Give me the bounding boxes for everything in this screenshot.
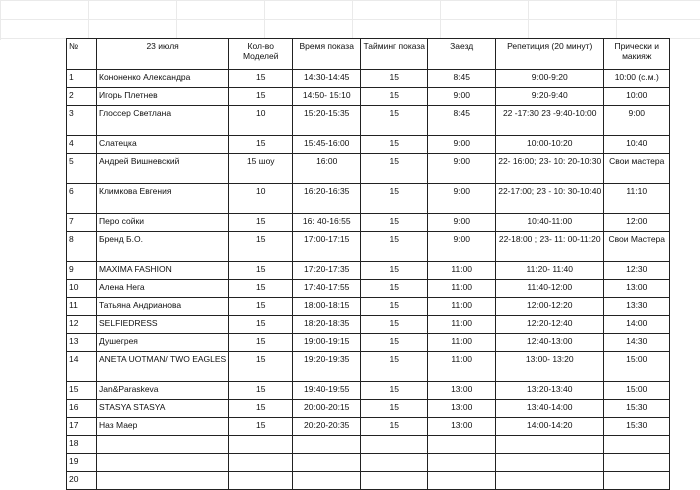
cell-show-time[interactable]: 18:00-18:15 [293,298,361,316]
cell-num[interactable]: 4 [67,136,97,154]
cell-timing[interactable]: 15 [361,262,428,280]
cell-num[interactable]: 10 [67,280,97,298]
cell-hair-makeup[interactable]: 15:30 [604,400,670,418]
cell-timing[interactable]: 15 [361,70,428,88]
cell-rehearsal[interactable]: 10:00-10:20 [496,136,604,154]
cell-name[interactable]: Климкова Евгения [97,184,229,214]
cell-name[interactable]: Татьяна Андрианова [97,298,229,316]
cell-models[interactable]: 15 [229,262,293,280]
cell-arrival[interactable]: 11:00 [428,316,496,334]
cell-timing[interactable]: 15 [361,88,428,106]
table-row [67,400,670,418]
cell-name[interactable]: Перо сойки [97,214,229,232]
cell-num[interactable]: 11 [67,298,97,316]
cell-timing[interactable] [361,436,428,454]
cell-timing[interactable]: 15 [361,214,428,232]
table-row [67,382,670,400]
cell-models[interactable] [229,454,293,472]
cell-timing[interactable]: 15 [361,400,428,418]
cell-arrival[interactable]: 9:00 [428,154,496,184]
cell-num[interactable]: 15 [67,382,97,400]
cell-models[interactable]: 15 [229,352,293,382]
cell-arrival[interactable] [428,454,496,472]
cell-show-time[interactable]: 16:20-16:35 [293,184,361,214]
cell-timing[interactable]: 15 [361,352,428,382]
cell-models[interactable]: 10 [229,106,293,136]
cell-hair-makeup[interactable]: 11:10 [604,184,670,214]
cell-rehearsal[interactable] [496,472,604,490]
cell-models[interactable]: 15 [229,88,293,106]
cell-models[interactable]: 15 [229,334,293,352]
cell-name[interactable]: STASYA STASYA [97,400,229,418]
cell-rehearsal[interactable]: 9:20-9:40 [496,88,604,106]
cell-name[interactable]: Jan&Paraskeva [97,382,229,400]
cell-name[interactable]: Алена Нега [97,280,229,298]
cell-timing[interactable]: 15 [361,184,428,214]
cell-models[interactable] [229,436,293,454]
header-timing[interactable]: Тайминг показа [361,39,428,70]
cell-name[interactable] [97,436,229,454]
cell-hair-makeup[interactable]: 14:30 [604,334,670,352]
cell-num[interactable]: 8 [67,232,97,262]
cell-show-time[interactable]: 14:30-14:45 [293,70,361,88]
cell-hair-makeup[interactable]: 13:30 [604,298,670,316]
cell-timing[interactable]: 15 [361,316,428,334]
cell-arrival[interactable]: 13:00 [428,382,496,400]
table-row [67,472,670,490]
cell-rehearsal[interactable]: 9:00-9:20 [496,70,604,88]
cell-arrival[interactable]: 11:00 [428,280,496,298]
cell-timing[interactable]: 15 [361,106,428,136]
cell-name[interactable]: Игорь Плетнев [97,88,229,106]
cell-num[interactable]: 7 [67,214,97,232]
cell-num[interactable]: 13 [67,334,97,352]
cell-rehearsal[interactable]: 22-17:00; 23 - 10: 30-10:40 [496,184,604,214]
header-row [67,39,670,70]
cell-show-time[interactable]: 20:20-20:35 [293,418,361,436]
cell-timing[interactable] [361,454,428,472]
cell-show-time[interactable]: 20:00-20:15 [293,400,361,418]
cell-show-time[interactable]: 19:00-19:15 [293,334,361,352]
table-row [67,418,670,436]
cell-show-time[interactable]: 17:00-17:15 [293,232,361,262]
cell-num[interactable]: 17 [67,418,97,436]
cell-num[interactable]: 19 [67,454,97,472]
cell-rehearsal[interactable] [496,436,604,454]
header-show-time[interactable]: Время показа [293,39,361,70]
cell-hair-makeup[interactable]: 9:00 [604,106,670,136]
cell-hair-makeup[interactable]: 12:30 [604,262,670,280]
cell-timing[interactable]: 15 [361,136,428,154]
cell-rehearsal[interactable]: 22- 16:00; 23- 10: 20-10:30 [496,154,604,184]
cell-rehearsal[interactable]: 14:00-14:20 [496,418,604,436]
schedule-table [66,38,670,490]
cell-rehearsal[interactable]: 11:20- 11:40 [496,262,604,280]
cell-show-time[interactable]: 19:40-19:55 [293,382,361,400]
cell-hair-makeup[interactable] [604,472,670,490]
table-row [67,280,670,298]
header-arrival[interactable]: Заезд [428,39,496,70]
cell-arrival[interactable]: 11:00 [428,352,496,382]
cell-models[interactable]: 15 [229,316,293,334]
cell-arrival[interactable]: 11:00 [428,298,496,316]
cell-name[interactable]: Кононенко Александра [97,70,229,88]
cell-arrival[interactable]: 8:45 [428,70,496,88]
table-row [67,454,670,472]
cell-num[interactable]: 1 [67,70,97,88]
header-num[interactable]: № [67,39,97,70]
cell-models[interactable]: 15 [229,280,293,298]
cell-arrival[interactable]: 13:00 [428,418,496,436]
cell-show-time[interactable] [293,454,361,472]
header-models[interactable]: Кол-во Моделей [229,39,293,70]
cell-name[interactable]: Душегрея [97,334,229,352]
cell-show-time[interactable]: 17:20-17:35 [293,262,361,280]
cell-models[interactable]: 15 шоу [229,154,293,184]
cell-hair-makeup[interactable] [604,454,670,472]
cell-timing[interactable]: 15 [361,382,428,400]
table-row [67,214,670,232]
cell-models[interactable]: 15 [229,136,293,154]
cell-show-time[interactable]: 19:20-19:35 [293,352,361,382]
cell-name[interactable] [97,454,229,472]
cell-name[interactable]: SELFIEDRESS [97,316,229,334]
cell-arrival[interactable] [428,472,496,490]
cell-hair-makeup[interactable] [604,436,670,454]
cell-show-time[interactable]: 15:20-15:35 [293,106,361,136]
cell-arrival[interactable]: 9:00 [428,232,496,262]
cell-name[interactable]: Наз Маер [97,418,229,436]
cell-num[interactable]: 6 [67,184,97,214]
cell-show-time[interactable]: 16:00 [293,154,361,184]
cell-models[interactable] [229,472,293,490]
cell-show-time[interactable] [293,472,361,490]
cell-models[interactable]: 15 [229,214,293,232]
cell-arrival[interactable]: 9:00 [428,214,496,232]
cell-show-time[interactable]: 15:45-16:00 [293,136,361,154]
cell-timing[interactable]: 15 [361,298,428,316]
cell-models[interactable]: 15 [229,382,293,400]
table-row [67,334,670,352]
cell-num[interactable]: 14 [67,352,97,382]
table-row [67,106,670,136]
cell-hair-makeup[interactable]: 12:00 [604,214,670,232]
cell-timing[interactable]: 15 [361,232,428,262]
cell-show-time[interactable]: 17:40-17:55 [293,280,361,298]
header-hair-makeup[interactable]: Прически и макияж [604,39,670,70]
table-row [67,232,670,262]
cell-models[interactable]: 15 [229,400,293,418]
cell-timing[interactable] [361,472,428,490]
cell-models[interactable]: 15 [229,418,293,436]
cell-name[interactable]: ANETA UOTMAN/ TWO EAGLES [97,352,229,382]
cell-rehearsal[interactable]: 13:40-14:00 [496,400,604,418]
table-row [67,316,670,334]
header-rehearsal[interactable]: Репетиция (20 минут) [496,39,604,70]
cell-hair-makeup[interactable]: Свои мастера [604,154,670,184]
cell-arrival[interactable]: 9:00 [428,184,496,214]
cell-show-time[interactable]: 18:20-18:35 [293,316,361,334]
spreadsheet-gridlines [0,0,700,40]
cell-hair-makeup[interactable]: 10:00 [604,88,670,106]
table-row [67,70,670,88]
cell-timing[interactable]: 15 [361,418,428,436]
cell-hair-makeup[interactable]: 15:00 [604,352,670,382]
table-row [67,88,670,106]
cell-rehearsal[interactable]: 12:20-12:40 [496,316,604,334]
cell-name[interactable]: Андрей Вишневский [97,154,229,184]
table-row [67,136,670,154]
cell-hair-makeup[interactable]: 10:00 (с.м.) [604,70,670,88]
cell-arrival[interactable]: 13:00 [428,400,496,418]
table-row [67,154,670,184]
cell-hair-makeup[interactable]: Свои Мастера [604,232,670,262]
cell-hair-makeup[interactable]: 13:00 [604,280,670,298]
cell-arrival[interactable] [428,436,496,454]
cell-rehearsal[interactable]: 10:40-11:00 [496,214,604,232]
cell-timing[interactable]: 15 [361,154,428,184]
cell-arrival[interactable]: 8:45 [428,106,496,136]
cell-hair-makeup[interactable]: 15:30 [604,418,670,436]
cell-arrival[interactable]: 9:00 [428,136,496,154]
cell-name[interactable]: MAXIMA FASHION [97,262,229,280]
cell-num[interactable]: 12 [67,316,97,334]
cell-rehearsal[interactable]: 12:40-13:00 [496,334,604,352]
cell-name[interactable]: Глоссер Светлана [97,106,229,136]
cell-show-time[interactable] [293,436,361,454]
cell-timing[interactable]: 15 [361,280,428,298]
cell-name[interactable]: Бренд Б.О. [97,232,229,262]
cell-num[interactable]: 9 [67,262,97,280]
table-row [67,352,670,382]
cell-hair-makeup[interactable]: 14:00 [604,316,670,334]
cell-models[interactable]: 10 [229,184,293,214]
cell-num[interactable]: 3 [67,106,97,136]
cell-num[interactable]: 20 [67,472,97,490]
cell-hair-makeup[interactable]: 10:40 [604,136,670,154]
table-row [67,184,670,214]
cell-rehearsal[interactable]: 13:00- 13:20 [496,352,604,382]
cell-arrival[interactable]: 11:00 [428,262,496,280]
cell-num[interactable]: 2 [67,88,97,106]
cell-timing[interactable]: 15 [361,334,428,352]
cell-rehearsal[interactable]: 22-18:00 ; 23- 11: 00-11:20 [496,232,604,262]
cell-rehearsal[interactable] [496,454,604,472]
cell-models[interactable]: 15 [229,232,293,262]
cell-rehearsal[interactable]: 12:00-12:20 [496,298,604,316]
cell-hair-makeup[interactable]: 15:00 [604,382,670,400]
cell-name[interactable] [97,472,229,490]
cell-show-time[interactable]: 16: 40-16:55 [293,214,361,232]
cell-name[interactable]: Слатецка [97,136,229,154]
cell-rehearsal[interactable]: 13:20-13:40 [496,382,604,400]
header-date[interactable]: 23 июля [97,39,229,70]
cell-num[interactable]: 18 [67,436,97,454]
table-row [67,298,670,316]
cell-num[interactable]: 5 [67,154,97,184]
cell-models[interactable]: 15 [229,70,293,88]
cell-arrival[interactable]: 9:00 [428,88,496,106]
cell-show-time[interactable]: 14:50- 15:10 [293,88,361,106]
cell-num[interactable]: 16 [67,400,97,418]
cell-rehearsal[interactable]: 22 -17:30 23 -9:40-10:00 [496,106,604,136]
cell-arrival[interactable]: 11:00 [428,334,496,352]
cell-models[interactable]: 15 [229,298,293,316]
table-row [67,262,670,280]
table-row [67,436,670,454]
cell-rehearsal[interactable]: 11:40-12:00 [496,280,604,298]
